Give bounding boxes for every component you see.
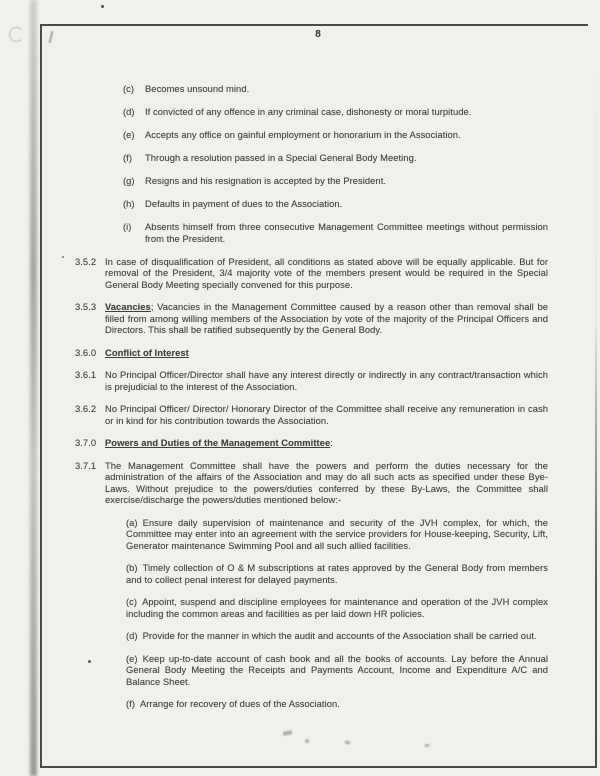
clause-text: If convicted of any offence in any criminal case, dishonesty or moral turpitude. xyxy=(145,106,472,117)
section-3-6-2 xyxy=(75,403,548,426)
clause-label: (i) xyxy=(123,221,132,232)
section-text-rest: ; Vacancies in the Management Committee caused by a reason other than removal shall be filled from among willing members of the Association by vote of the majority of the Principal Officers and Directors. This shall be ratified subsequently by the General Body. xyxy=(105,301,548,335)
ink-speck xyxy=(101,5,104,8)
section-3-5-2 xyxy=(75,256,548,291)
clause-text: Defaults in payment of dues to the Association. xyxy=(145,198,343,209)
clause-label: (c) xyxy=(123,83,135,94)
section-number: 3.6.1 xyxy=(75,369,97,380)
scan-edge-smudge xyxy=(30,0,37,776)
list-item xyxy=(123,152,548,164)
list-item xyxy=(123,198,548,210)
section-heading xyxy=(105,437,548,449)
page-frame-right xyxy=(595,24,597,768)
clause-text: Resigns and his resignation is accepted by the President. xyxy=(145,175,387,186)
clause-text: Absents himself from three consecutive Management Committee meetings without permission from the President. xyxy=(145,221,548,244)
duty-text: Keep up-to-date account of cash book and all the books of accounts. Lay before the Annual General Body Meeting the Receipts and Payments Account, Income and Expenditure A/C and Balance Sheet. xyxy=(126,652,548,687)
duty-label: (a) xyxy=(126,516,138,528)
list-item xyxy=(123,129,548,141)
section-number: 3.7.0 xyxy=(75,437,97,448)
duty-label: (d) xyxy=(126,630,138,641)
section-heading xyxy=(105,347,548,359)
section-number: 3.7.1 xyxy=(75,459,97,471)
section-text: No Principal Officer/ Director/ Honorary Director of the Committee shall receive any remuneration in cash or in kind for his contribution towards the Association. xyxy=(105,403,548,426)
vacancies-lead-word: Vacancies xyxy=(105,301,151,312)
pencil-mark xyxy=(9,27,24,42)
page-number: 8 xyxy=(315,29,321,40)
scan-noise-mark xyxy=(305,739,309,743)
clause-label: (f) xyxy=(123,152,132,163)
clause-label: (d) xyxy=(123,106,135,117)
list-item xyxy=(123,83,548,95)
duty-text: Appoint, suspend and discipline employees for maintenance and operation of the JVH complex including the common areas and facilities as per laid down HR policies. xyxy=(126,596,548,619)
duty-text: Arrange for recovery of dues of the Association. xyxy=(140,698,340,709)
list-item xyxy=(126,698,548,710)
section-3-6-1 xyxy=(75,369,548,392)
clause-label: (e) xyxy=(123,129,135,140)
page-frame-left xyxy=(40,24,42,768)
clause-text: Through a resolution passed in a Special General Body Meeting. xyxy=(145,152,417,163)
list-item xyxy=(123,106,548,118)
scan-noise-mark xyxy=(345,740,351,745)
disqualification-clause-list xyxy=(123,83,548,244)
section-text xyxy=(105,301,548,336)
list-item xyxy=(126,596,548,619)
heading-text: Conflict of Interest xyxy=(105,346,189,358)
section-3-5-3 xyxy=(75,301,548,336)
section-3-7-1 xyxy=(75,460,548,506)
list-item xyxy=(126,517,548,552)
section-text: No Principal Officer/Director shall have any interest directly or indirectly in any contract/transaction which is prejudicial to the interest of the Association. xyxy=(105,369,548,392)
duty-text: Provide for the manner in which the audit and accounts of the Association shall be carried out. xyxy=(142,630,537,641)
clause-label: (h) xyxy=(123,198,135,209)
section-text: The Management Committee shall have the powers and perform the duties necessary for the administration of the affairs of the Association and may do all such acts as specified under these Bye-Laws. Without prejudice to the powers/duties conferred by these By-Laws, the Committee shall exercise/discharge the powers/duties mentioned below:- xyxy=(105,459,548,505)
duty-label: (e) xyxy=(126,652,138,664)
clause-label: (g) xyxy=(123,175,135,186)
duty-text: Timely collection of O & M subscriptions at rates approved by the General Body from members and to collect penal interest for delayed payments. xyxy=(126,562,548,585)
section-number: 3.6.0 xyxy=(75,346,97,358)
clause-text: Accepts any office on gainful employment or honorarium in the Association. xyxy=(145,129,461,140)
duty-text: Ensure daily supervision of maintenance and security of the JVH complex, for which, the Committee may enter into an agreement with the service providers for House-keeping, Security, Lift, Generator maintenance Swimming Pool and all such allied facilities. xyxy=(126,516,548,551)
section-number: 3.5.2 xyxy=(75,255,97,267)
heading-colon: : xyxy=(330,437,333,448)
section-number: 3.6.2 xyxy=(75,403,97,414)
list-item xyxy=(126,562,548,585)
duty-label: (b) xyxy=(126,562,138,573)
duty-label: (f) xyxy=(126,698,135,709)
ink-speck xyxy=(62,256,64,258)
section-3-7-0 xyxy=(75,437,548,449)
section-number: 3.5.3 xyxy=(75,301,97,312)
section-text: In case of disqualification of President, all conditions as stated above will be equally applicable. But for removal of the President, 3/4 majority vote of the members present would be required in the Special General Body Meeting specially convened for this purpose. xyxy=(105,255,548,290)
heading-text: Powers and Duties of the Management Committee xyxy=(105,437,331,448)
list-item xyxy=(123,221,548,244)
list-item xyxy=(123,175,548,187)
scan-noise-mark xyxy=(283,730,293,736)
committee-duties-list xyxy=(126,517,548,710)
page-frame-bottom xyxy=(40,766,597,768)
list-item xyxy=(126,630,548,642)
section-3-6-0 xyxy=(75,347,548,359)
page-frame-top xyxy=(40,24,588,26)
scan-noise-mark xyxy=(425,744,429,747)
clause-text: Becomes unsound mind. xyxy=(145,83,250,94)
duty-label: (c) xyxy=(126,596,138,607)
document-body xyxy=(75,83,548,721)
list-item xyxy=(126,653,548,688)
